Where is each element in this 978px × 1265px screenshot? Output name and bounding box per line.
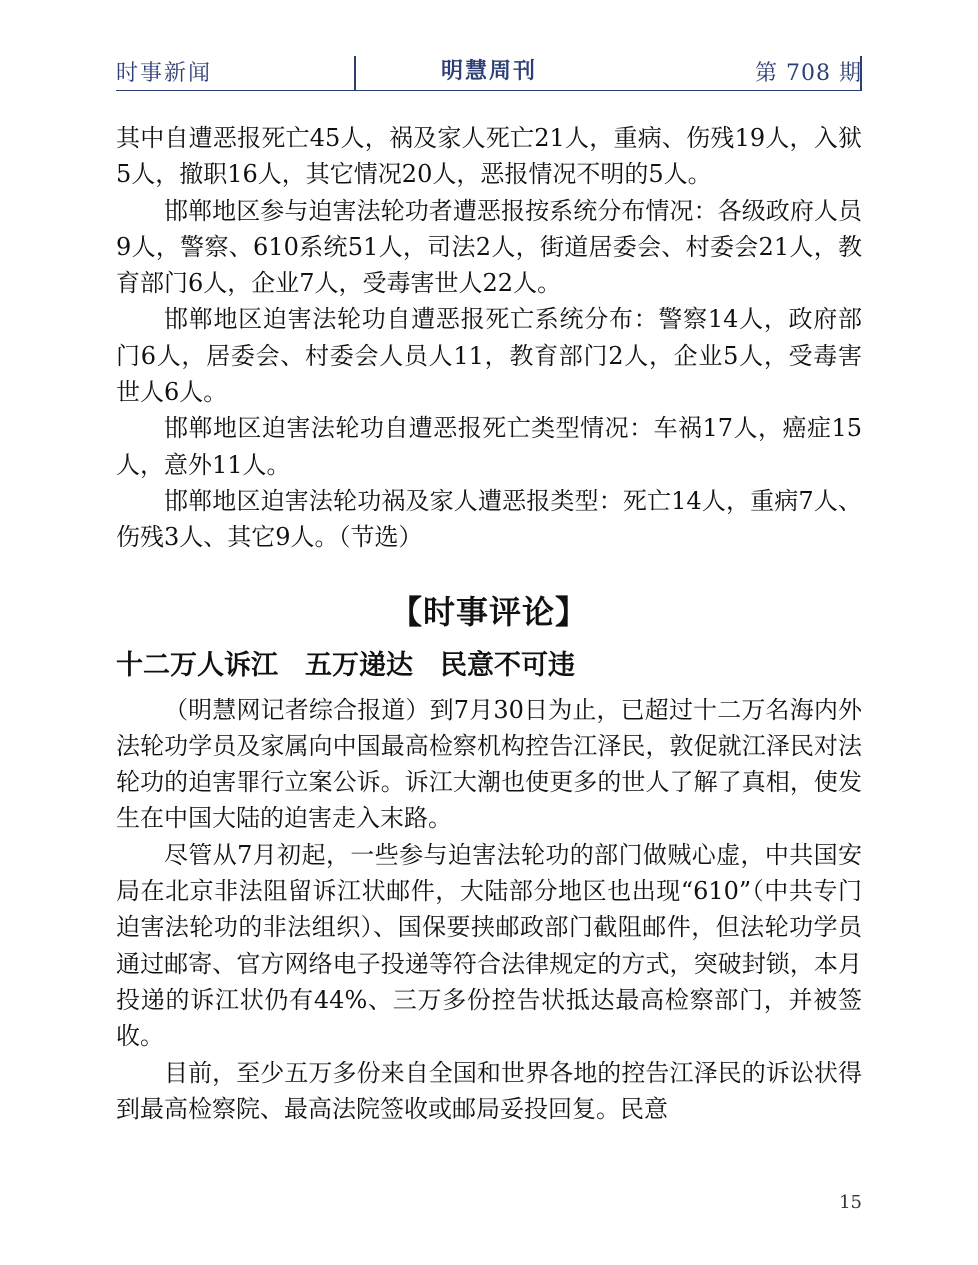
article-title: 十二万人诉江 五万递达 民意不可违 [116,649,575,681]
intro-paragraph: 邯郸地区参与迫害法轮功者遭恶报按系统分布情况：各级政府人员9人，警察、610系统51人，司法2人，街道居委会、村委会21人，教育部门6人，企业7人，受毒害世人22人。 [116,196,862,298]
intro-paragraph: 邯郸地区迫害法轮功自遭恶报死亡类型情况：车祸17人，癌症15人，意外11人。 [116,414,862,479]
intro-paragraph: 邯郸地区迫害法轮功祸及家人遭恶报类型：死亡14人，重病7人、伤残3人、其它9人。（节选） [116,486,862,552]
section-heading: 【时事评论】 [389,592,588,631]
page-content [116,120,862,1127]
article-paragraph: 尽管从7月初起，一些参与迫害法轮功的部门做贼心虚，中共国安局在北京非法阻留诉江状邮件，大陆部分地区也出现“610”（中共专门迫害法轮功的非法组织）、国保要挟邮政部门截阻邮件，但法轮功学员通过邮寄、官方网络电子投递等符合法律规定的方式，突破封锁，本月投递的诉江状仍有44%、三万多份控告状抵达最高检察部门，并被签收。 [116,840,862,1051]
intro-paragraph: 其中自遭恶报死亡45人，祸及家人死亡21人，重病、伤残19人，入狱5人，撤职16人，其它情况20人，恶报情况不明的5人。 [116,124,862,189]
header-section-label: 时事新闻 [116,61,213,86]
intro-paragraph: 邯郸地区迫害法轮功自遭恶报死亡系统分布：警察14人，政府部门6人，居委会、村委会人员人11，教育部门2人，企业5人，受毒害世人6人。 [116,305,862,407]
header-publication-title: 明慧周刊 [440,59,537,84]
article-paragraph: 目前，至少五万多份来自全国和世界各地的控告江泽民的诉讼状得到最高检察院、最高法院签收或邮局妥投回复。民意 [116,1058,862,1123]
header-issue-number: 第 708 期 [755,61,862,86]
article-paragraph: （明慧网记者综合报道）到7月30日为止，已超过十二万名海内外法轮功学员及家属向中国最高检察机构控告江泽民，敦促就江泽民对法轮功的迫害罪行立案公诉。诉江大潮也使更多的世人了解了真相，使发生在中国大陆的迫害走入末路。 [116,695,862,833]
page-number: 15 [839,1192,862,1213]
page-header [116,50,862,91]
